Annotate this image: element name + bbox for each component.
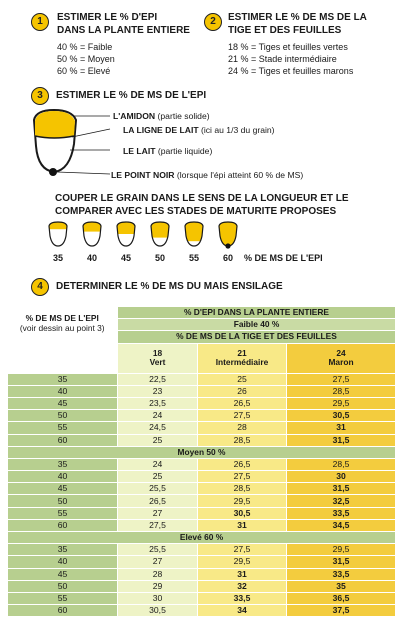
table-row <box>8 410 396 422</box>
table-row <box>8 568 396 580</box>
table-row <box>8 592 396 604</box>
col-header-vert: 18 Vert <box>118 343 198 373</box>
row-ms-epi: 40 <box>8 556 118 568</box>
table-row <box>8 422 396 434</box>
table-row <box>8 471 396 483</box>
table-cell: 31 <box>198 519 287 531</box>
row-ms-epi: 60 <box>8 519 118 531</box>
annotation-milk: LE LAIT (partie liquide) <box>123 146 213 156</box>
header-epi: % D'EPI DANS LA PLANTE ENTIERE <box>118 307 396 319</box>
kernel-starch <box>35 111 75 138</box>
section-2-title-line2: TIGE ET DES FEUILLES <box>228 25 342 36</box>
table-cell: 29,5 <box>198 556 287 568</box>
table-row <box>8 483 396 495</box>
table-cell: 25 <box>198 373 287 385</box>
table-row <box>8 544 396 556</box>
row-ms-epi: 60 <box>8 605 118 617</box>
section-3-badge: 3 <box>31 87 49 105</box>
kernel-black-point <box>49 168 57 176</box>
table-cell: 27,5 <box>198 410 287 422</box>
table-cell: 27,5 <box>198 471 287 483</box>
table-cell: 23,5 <box>118 397 198 409</box>
section-2-item: 21 % = Stade intermédiaire <box>228 54 337 64</box>
table-cell: 24 <box>118 410 198 422</box>
section-4-title: DETERMINER LE % DE MS DU MAIS ENSILAGE <box>56 281 283 292</box>
instruction-line1: COUPER LE GRAIN DANS LE SENS DE LA LONGUEUR ET LE <box>55 193 349 204</box>
table-cell: 24,5 <box>118 422 198 434</box>
table-cell: 23 <box>118 385 198 397</box>
stage-label: 60 <box>222 253 233 263</box>
row-ms-epi: 55 <box>8 507 118 519</box>
table-cell: 31,5 <box>287 434 396 446</box>
table-cell: 26 <box>198 385 287 397</box>
section-3-title: ESTIMER LE % DE MS DE L'EPI <box>56 90 207 101</box>
row-ms-epi: 50 <box>8 580 118 592</box>
group-header: Moyen 50 % <box>8 446 396 458</box>
section-1-title-line2: DANS LA PLANTE ENTIERE <box>57 25 190 36</box>
ms-table <box>7 306 396 617</box>
col-header-intermediaire: 21 Intermédiaire <box>198 343 287 373</box>
section-4-badge: 4 <box>31 278 49 296</box>
table-cell: 33,5 <box>287 507 396 519</box>
row-ms-epi: 40 <box>8 385 118 397</box>
table-row <box>8 458 396 470</box>
section-2-title-line1: ESTIMER LE % DE MS DE LA <box>228 12 367 23</box>
table-cell: 32 <box>198 580 287 592</box>
section-1-badge: 1 <box>31 13 49 31</box>
table-cell: 28,5 <box>198 483 287 495</box>
row-ms-epi: 35 <box>8 458 118 470</box>
table-cell: 30 <box>118 592 198 604</box>
stage-label: 40 <box>86 253 97 263</box>
stage-kernel <box>150 222 170 246</box>
table-row <box>8 434 396 446</box>
row-ms-epi: 40 <box>8 471 118 483</box>
table-row <box>8 373 396 385</box>
table-cell: 31,5 <box>287 556 396 568</box>
stage-kernel <box>184 222 204 246</box>
corner-header: % DE MS DE L'EPI (voir dessin au point 3) <box>8 307 118 374</box>
table-cell: 24 <box>118 458 198 470</box>
table-row <box>8 519 396 531</box>
annotation-starch: L'AMIDON (partie solide) <box>113 111 210 121</box>
table-cell: 37,5 <box>287 605 396 617</box>
table-row <box>8 495 396 507</box>
section-1-item: 50 % = Moyen <box>57 54 115 64</box>
table-cell: 28 <box>198 422 287 434</box>
stage-kernel <box>218 222 238 249</box>
section-2-badge: 2 <box>204 13 222 31</box>
table-row <box>8 605 396 617</box>
annotation-milk-line: LA LIGNE DE LAIT (ici au 1/3 du grain) <box>123 125 275 135</box>
stage-kernel <box>48 222 68 246</box>
table-cell: 32,5 <box>287 495 396 507</box>
table-cell: 34 <box>198 605 287 617</box>
table-cell: 28 <box>118 568 198 580</box>
table-cell: 29,5 <box>198 495 287 507</box>
table-cell: 31 <box>198 568 287 580</box>
table-cell: 29,5 <box>287 544 396 556</box>
col-header-maron: 24 Maron <box>287 343 396 373</box>
row-ms-epi: 45 <box>8 397 118 409</box>
table-cell: 28,5 <box>198 434 287 446</box>
header-group-faible: Faible 40 % <box>118 319 396 331</box>
table-cell: 29 <box>118 580 198 592</box>
table-cell: 26,5 <box>198 458 287 470</box>
table-cell: 27 <box>118 556 198 568</box>
table-row <box>8 397 396 409</box>
table-cell: 31,5 <box>287 483 396 495</box>
row-ms-epi: 55 <box>8 592 118 604</box>
table-row <box>8 580 396 592</box>
section-1-item: 60 % = Elevé <box>57 66 111 76</box>
table-cell: 30,5 <box>118 605 198 617</box>
table-cell: 29,5 <box>287 397 396 409</box>
table-cell: 26,5 <box>118 495 198 507</box>
table-cell: 25 <box>118 471 198 483</box>
table-cell: 27,5 <box>287 373 396 385</box>
table-cell: 25,5 <box>118 483 198 495</box>
table-cell: 35 <box>287 580 396 592</box>
table-row <box>8 556 396 568</box>
row-ms-epi: 50 <box>8 495 118 507</box>
stage-kernel <box>116 222 136 246</box>
row-ms-epi: 35 <box>8 544 118 556</box>
table-cell: 27,5 <box>118 519 198 531</box>
stage-label: 50 <box>154 253 165 263</box>
stage-label: 35 <box>52 253 63 263</box>
maturity-stages-illustration <box>46 220 256 250</box>
table-cell: 30 <box>287 471 396 483</box>
section-1-item: 40 % = Faible <box>57 42 113 52</box>
annotation-black-point: LE POINT NOIR (lorsque l'épi atteint 60 % de MS) <box>111 170 304 180</box>
row-ms-epi: 45 <box>8 568 118 580</box>
table-cell: 34,5 <box>287 519 396 531</box>
table-cell: 36,5 <box>287 592 396 604</box>
table-cell: 27,5 <box>198 544 287 556</box>
row-ms-epi: 60 <box>8 434 118 446</box>
row-ms-epi: 45 <box>8 483 118 495</box>
table-cell: 25 <box>118 434 198 446</box>
stage-kernel <box>82 222 102 246</box>
row-ms-epi: 50 <box>8 410 118 422</box>
table-cell: 28,5 <box>287 458 396 470</box>
table-cell: 22,5 <box>118 373 198 385</box>
table-cell: 25,5 <box>118 544 198 556</box>
stage-label: 55 <box>188 253 199 263</box>
table-cell: 28,5 <box>287 385 396 397</box>
section-1-title-line1: ESTIMER LE % D'EPI <box>57 12 158 23</box>
row-ms-epi: 35 <box>8 373 118 385</box>
stages-unit: % DE MS DE L'EPI <box>244 253 323 263</box>
table-cell: 33,5 <box>198 592 287 604</box>
row-ms-epi: 55 <box>8 422 118 434</box>
group-header: Elevé 60 % <box>8 532 396 544</box>
table-cell: 30,5 <box>198 507 287 519</box>
table-row <box>8 385 396 397</box>
table-cell: 31 <box>287 422 396 434</box>
table-cell: 33,5 <box>287 568 396 580</box>
table-row <box>8 507 396 519</box>
section-2-item: 18 % = Tiges et feuilles vertes <box>228 42 348 52</box>
stage-label: 45 <box>120 253 131 263</box>
header-tige: % DE MS DE LA TIGE ET DES FEUILLES <box>118 331 396 343</box>
table-cell: 30,5 <box>287 410 396 422</box>
table-cell: 27 <box>118 507 198 519</box>
table-cell: 26,5 <box>198 397 287 409</box>
instruction-line2: COMPARER AVEC LES STADES DE MATURITE PROPOSES <box>55 206 337 217</box>
section-2-item: 24 % = Tiges et feuilles marons <box>228 66 354 76</box>
